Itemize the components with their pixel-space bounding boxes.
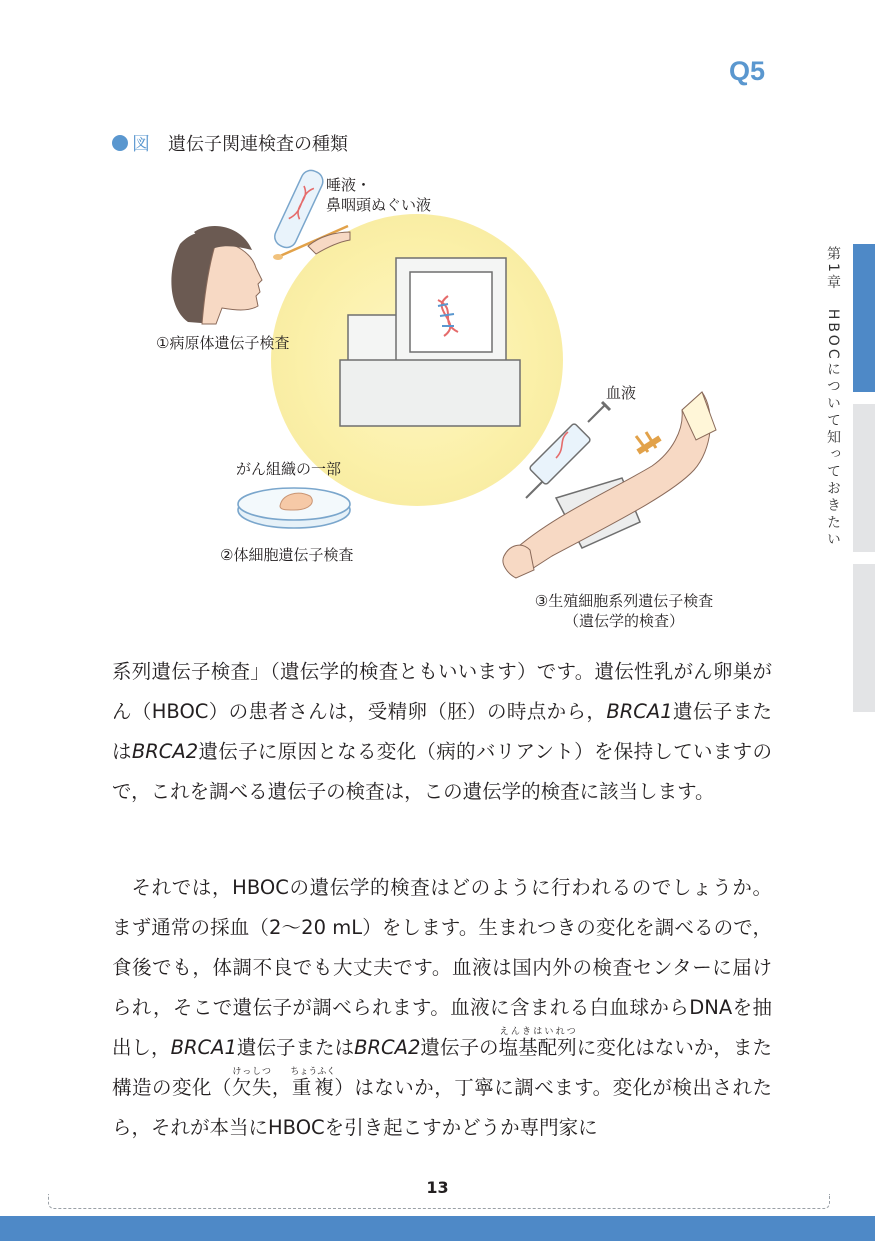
para1-text-b: 遺伝子または	[112, 700, 772, 763]
para2-text-d: に変化はないか，また構造の変化（	[112, 1036, 772, 1099]
page-number: 13	[426, 1178, 449, 1197]
gene-brca1: BRCA1	[606, 700, 673, 723]
gene-test-figure	[112, 160, 792, 640]
somatic-test-label: ②体細胞遺伝子検査	[220, 546, 354, 564]
gene-brca2: BRCA2	[354, 1036, 421, 1059]
germline-test-label-line1: ③生殖細胞系列遺伝子検査	[534, 592, 714, 610]
figure-word: 図	[132, 134, 150, 155]
paragraph-2	[112, 868, 772, 1148]
question-label: Q5	[728, 56, 765, 86]
chapter-title-vertical: 第1章 HBOCについて知っておきたい	[825, 246, 841, 549]
gene-brca1: BRCA1	[170, 1036, 237, 1059]
blood-label: 血液	[606, 384, 637, 402]
chapter-tab-2[interactable]	[853, 404, 875, 552]
woman-head-icon	[171, 226, 262, 324]
para2-text-f: ）はないか，丁寧に調べます。変化が検出されたら，それが本当にHBOCを引き起こすかどうか専門家に	[112, 1076, 772, 1139]
ruby-base-sequence: 塩基配列えんきはいれつ	[498, 1027, 577, 1059]
petri-dish-icon	[238, 488, 350, 528]
germline-test-label-line2: （遺伝学的検査）	[563, 612, 684, 630]
pathogen-test-label: ①病原体遺伝子検査	[156, 334, 290, 352]
gene-brca2: BRCA2	[131, 740, 199, 763]
para2-text-c: 遺伝子の	[420, 1036, 499, 1059]
chapter-tab-active[interactable]	[853, 244, 875, 392]
paragraph-1	[112, 652, 772, 812]
para2-text-b: 遺伝子または	[236, 1036, 355, 1059]
ruby-deletion: 欠失けっしつ	[231, 1067, 272, 1099]
figure-title	[112, 130, 348, 156]
saliva-label-line1: 唾液・	[326, 176, 372, 194]
ruby-duplication: 重複ちょうふく	[290, 1067, 336, 1099]
footer-bar	[0, 1216, 875, 1241]
figure-title-text: 遺伝子関連検査の種類	[168, 134, 348, 155]
figure-illustration	[112, 160, 792, 640]
chapter-tab-3[interactable]	[853, 564, 875, 712]
para2-text-e: ，	[271, 1076, 292, 1099]
footer-dashed-line	[48, 1194, 830, 1209]
cancer-tissue-label: がん組織の一部	[236, 460, 342, 478]
saliva-label-line2: 鼻咽頭ぬぐい液	[326, 196, 432, 214]
para2-text-a: それでは，HBOCの遺伝学的検査はどのように行われるのでしょうか。まず通常の採血（2〜20 mL）をします。生まれつきの変化を調べるので，食後でも，体調不良でも大丈夫です。血液は国内外の検査センターに届けられ，そこで遺伝子が調べられます。血液に含まれる白血球からDNAを抽出し，	[112, 876, 772, 1059]
para1-text-a: 系列遺伝子検査」（遺伝学的検査ともいいます）です。遺伝性乳がん卵巣がん（HBOC）の患者さんは，受精卵（胚）の時点から，	[112, 660, 772, 723]
bullet-dot-icon	[112, 135, 128, 151]
para1-text-c: 遺伝子に原因となる変化（病的バリアント）を保持していますので，これを調べる遺伝子の検査は，この遺伝学的検査に該当します。	[112, 740, 772, 803]
